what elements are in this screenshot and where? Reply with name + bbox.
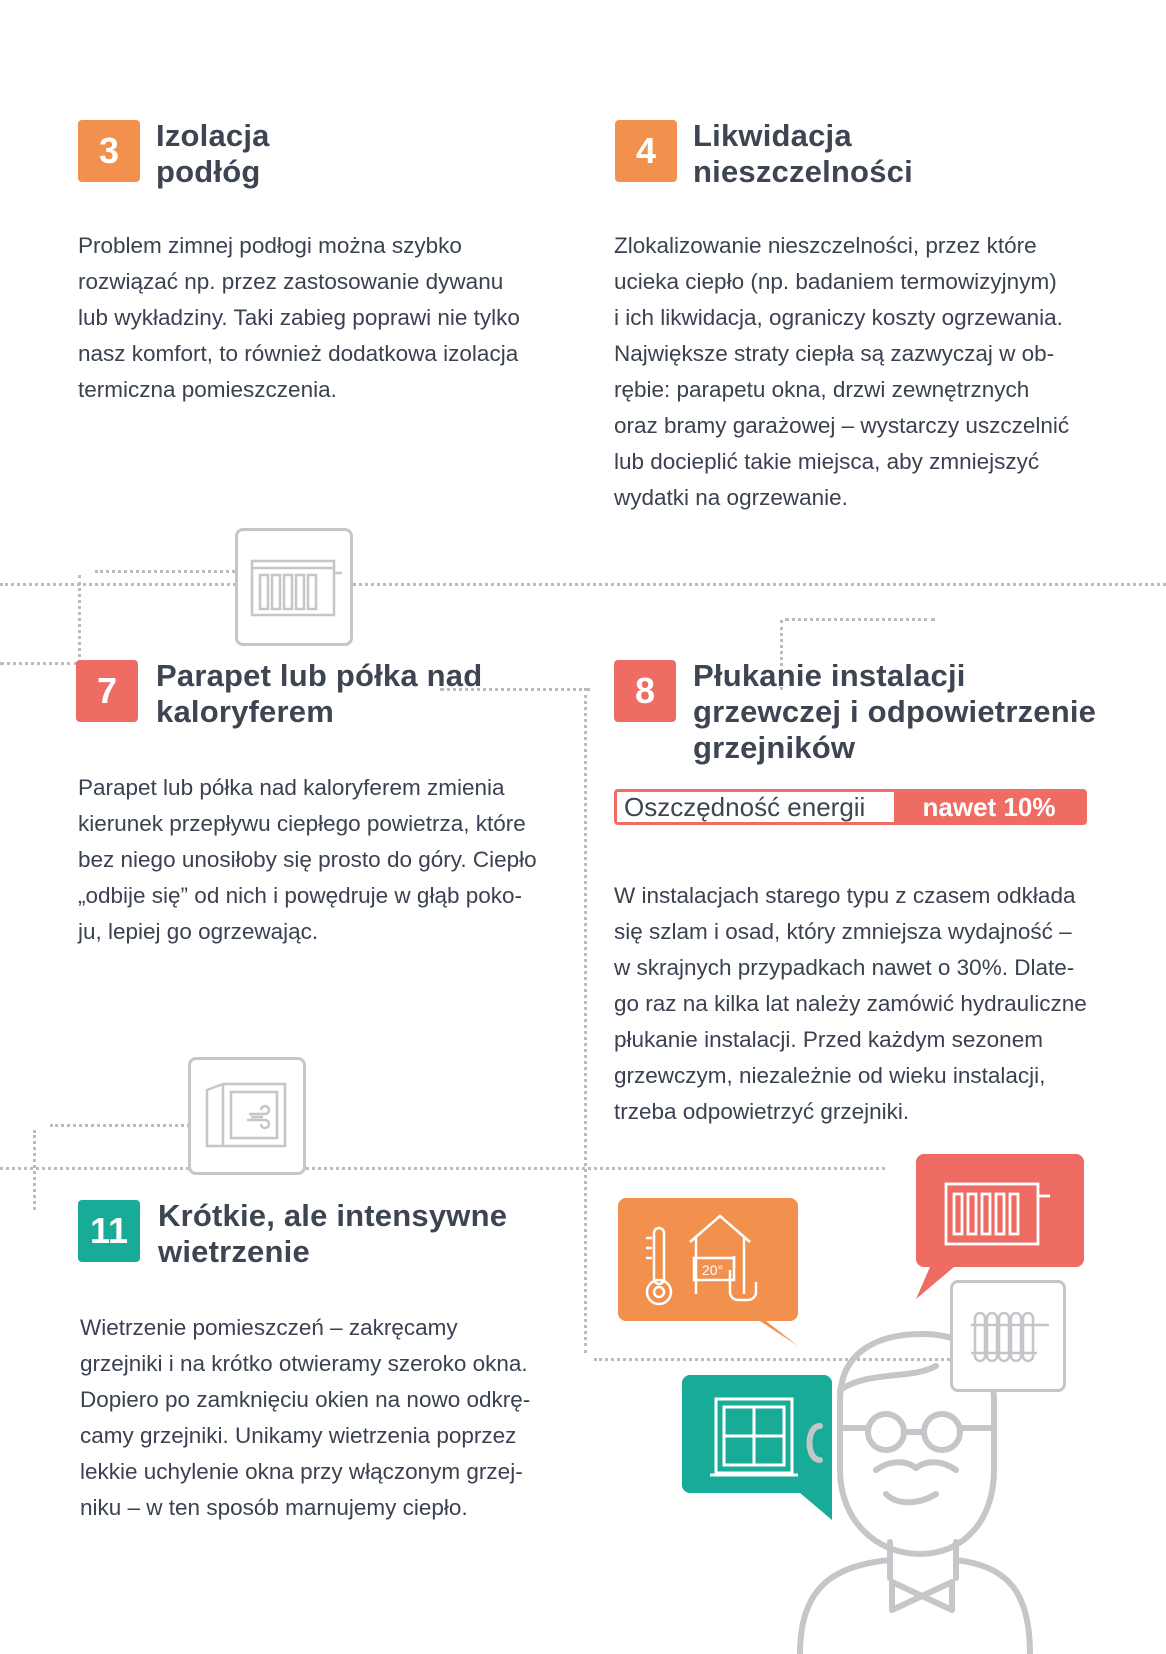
section-4-badge: 4 <box>615 120 677 182</box>
section-3-body: Problem zimnej podłogi można szybko rozwiązać np. przez zastosowanie dywanu lub wykładziny. Taki zabieg poprawi nie tylko nasz komfort, to również dodatkowa izolacja termiczna pomieszczenia. <box>78 233 520 402</box>
section-11-badge: 11 <box>78 1200 140 1262</box>
dotted-line-s8-lead <box>785 618 935 621</box>
dotted-line-top <box>0 583 1166 586</box>
window-vent-icon-box <box>188 1057 306 1175</box>
dotted-line-center <box>584 688 587 1353</box>
section-4-title: Likwidacja nieszczelności <box>693 118 913 189</box>
dotted-line-lower <box>0 1167 885 1170</box>
section-11-title: Krótkie, ale intensywne wietrzenie <box>158 1198 508 1269</box>
section-3-badge: 3 <box>78 120 140 182</box>
old-radiator-icon <box>953 1283 1063 1389</box>
section-7-body: Parapet lub półka nad kaloryferem zmienia kierunek przepływu ciepłego powietrza, które bez niego unosiłoby się prosto do góry. Ciepło „odbije się” od nich i powędruje w głąb poko- ju, lepiej go ogrzewając. <box>78 775 537 944</box>
dotted-line-radiator-lead <box>95 570 235 573</box>
window-vent-icon <box>191 1060 303 1172</box>
section-7-title: Parapet lub półka nad kaloryferem <box>156 658 483 729</box>
section-7-badge: 7 <box>76 660 138 722</box>
energy-savings-label: Oszczędność energii <box>617 792 894 822</box>
thermostat-bubble <box>618 1198 800 1348</box>
section-11-body: Wietrzenie pomieszczeń – zakręcamy grzejniki i na krótko otwieramy szeroko okna. Dopiero po zamknięciu okien na nowo odkrę- camy grzejniki. Unikamy wietrzenia poprzez lekkie uchylenie okna przy włączonym grzej- niku – w ten sposób marnujemy ciepło. <box>80 1315 531 1520</box>
dotted-line-curve-left <box>78 575 81 663</box>
dotted-line-window-lead <box>50 1124 190 1127</box>
small-radiator-icon-box <box>950 1280 1066 1392</box>
dotted-line-window-curve <box>33 1130 36 1210</box>
radiator-icon-box <box>235 528 353 646</box>
dotted-line-left-top <box>0 662 78 665</box>
section-8-title: Płukanie instalacji grzewczej i odpowietrzenie grzejników <box>693 658 1097 765</box>
thermostat-display-text: 20° <box>702 1262 724 1278</box>
section-4-body: Zlokalizowanie nieszczelności, przez które ucieka ciepło (np. badaniem termowizyjnym) i ich likwidacja, ograniczy koszty ogrzewania. Największe straty ciepła są zazwyczaj w ob- rębie: parapetu okna, drzwi zewnętrznych oraz bramy garażowej – wystarczy uszczelnić lub docieplić takie miejsca, aby zmniejszyć wydatki na ogrzewanie. <box>614 233 1070 510</box>
energy-savings-value: nawet 10% <box>894 792 1084 822</box>
section-3-title: Izolacja podłóg <box>156 118 270 189</box>
section-8-badge: 8 <box>614 660 676 722</box>
radiator-icon <box>238 531 350 643</box>
energy-savings-tag <box>614 789 1087 825</box>
section-8-body: W instalacjach starego typu z czasem odkłada się szlam i osad, który zmniejsza wydajność – w skrajnych przypadkach nawet o 30%. Dlate- go raz na kilka lat należy zamówić hydrauliczne płukanie instalacji. Przed każdym sezonem grzewczym, niezależnie od wieku instalacji, trzeba odpowietrzyć grzejniki. <box>614 883 1087 1124</box>
